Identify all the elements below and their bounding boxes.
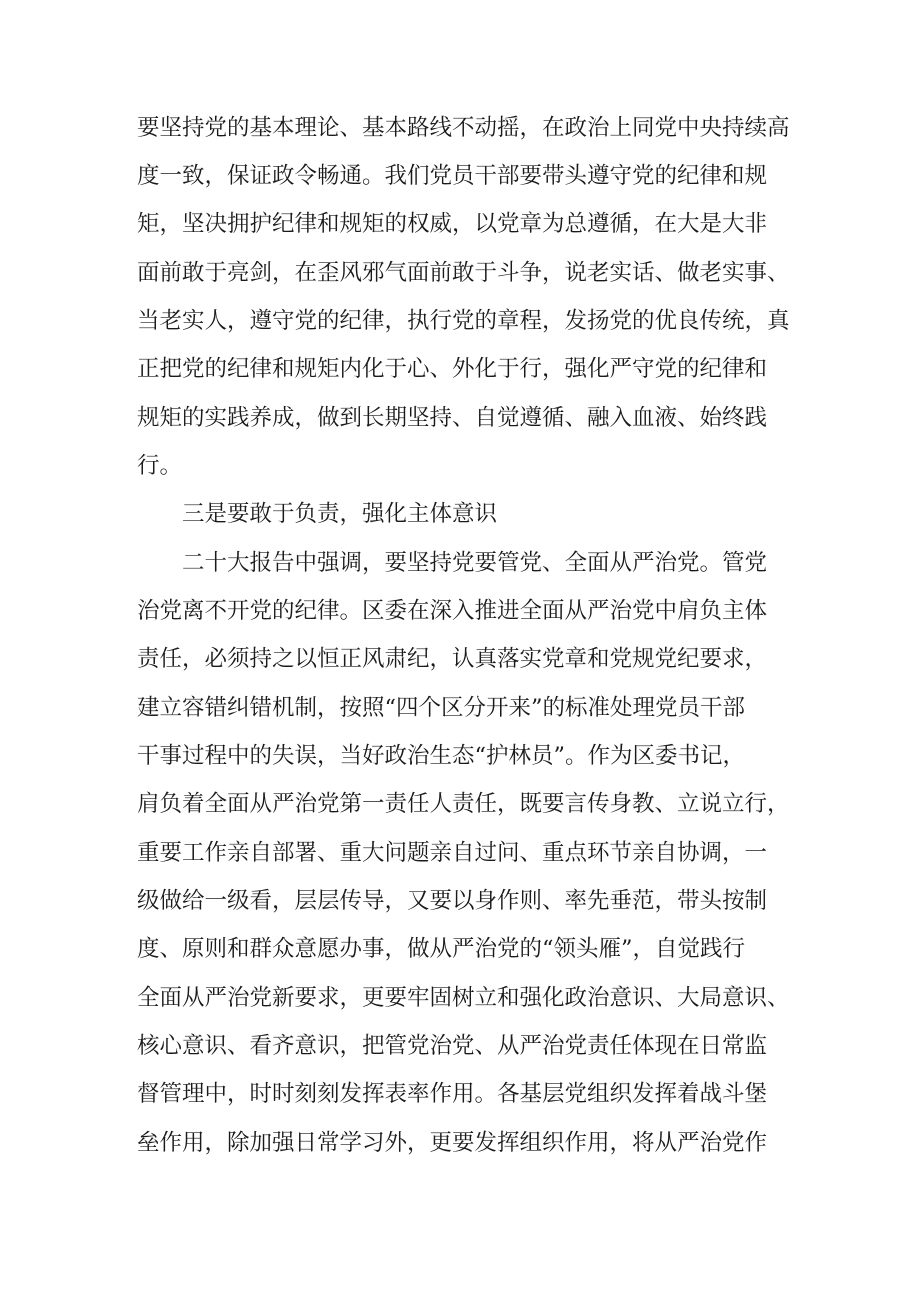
text-line: 行。 [137,453,183,479]
text-line: 规矩的实践养成，做到长期坚持、自觉遵循、融入血液、始终践 [137,405,768,431]
text-line: 矩，坚决拥护纪律和规矩的权威，以党章为总遵循，在大是大非 [137,211,768,237]
text-line: 级做给一级看，层层传导，又要以身作则、率先垂范，带头按制 [137,888,768,914]
text-line: 核心意识、看齐意识，把管党治党、从严治党责任体现在日常监 [137,1033,768,1059]
text-line: 肩负着全面从严治党第一责任人责任，既要言传身教、立说立行， [137,791,790,817]
text-line: 当老实人，遵守党的纪律，执行党的章程，发扬党的优良传统，真 [137,308,790,334]
text-line: 要坚持党的基本理论、基本路线不动摇，在政治上同党中央持续高 [137,115,790,141]
text-line: 度一致，保证政令畅通。我们党员干部要带头遵守党的纪律和规 [137,163,768,189]
text-line: 正把党的纪律和规矩内化于心、外化于行，强化严守党的纪律和 [137,356,768,382]
text-line: 干事过程中的失误，当好政治生态“护林员”。作为区委书记， [137,743,746,769]
text-line: 建立容错纠错机制，按照“四个区分开来”的标准处理党员干部 [137,695,746,721]
text-line: 全面从严治党新要求，更要牢固树立和强化政治意识、大局意识、 [137,985,790,1011]
text-line: 督管理中，时时刻刻发挥表率作用。各基层党组织发挥着战斗堡 [137,1081,768,1107]
text-line: 治党离不开党的纪律。区委在深入推进全面从严治党中肩负主体 [137,598,768,624]
text-line: 二十大报告中强调，要坚持党要管党、全面从严治党。管党 [182,550,768,576]
text-line: 责任，必须持之以恒正风肃纪，认真落实党章和党规党纪要求， [137,646,768,672]
text-line: 垒作用，除加强日常学习外，更要发挥组织作用，将从严治党作 [137,1130,768,1156]
text-line: 度、原则和群众意愿办事，做从严治党的“领头雁”，自觉践行 [137,936,746,962]
text-line: 重要工作亲自部署、重大问题亲自过问、重点环节亲自协调，一 [137,840,768,866]
section-heading: 三是要敢于负责，强化主体意识 [182,501,498,527]
text-line: 面前敢于亮剑，在歪风邪气面前敢于斗争，说老实话、做老实事、 [137,260,790,286]
